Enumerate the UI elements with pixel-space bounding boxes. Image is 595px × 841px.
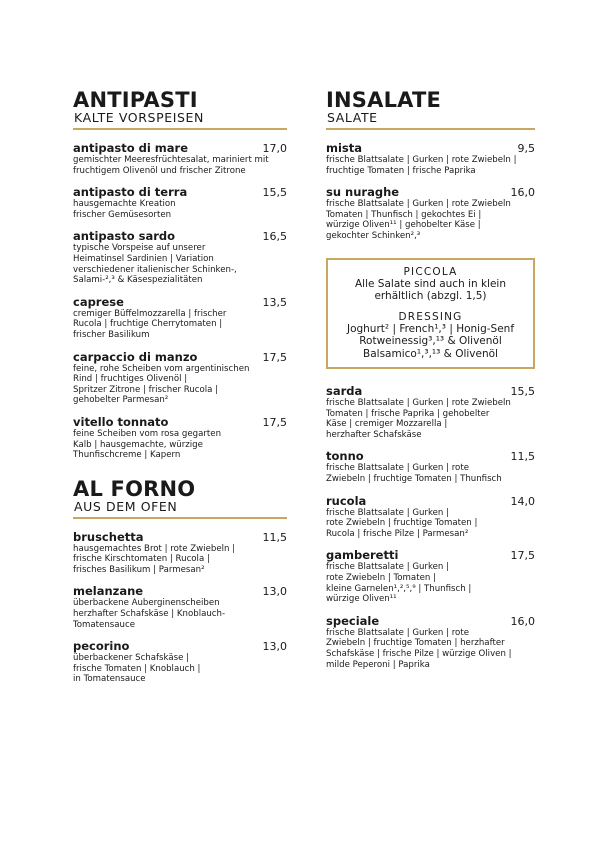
menu-item-description: frischer Basilikum (73, 329, 150, 340)
menu-item-description: überbackener Schafskäse | (73, 653, 190, 664)
menu-item-description: Tomaten | frische Paprika | gehobelter (326, 408, 490, 419)
menu-item-description: rote Zwiebeln | Tomaten | (326, 573, 436, 583)
menu-item-name: sarda (326, 384, 363, 399)
menu-item-price: 9,5 (517, 142, 535, 155)
menu-item-description: frische Blattsalate | Gurken | rote Zwiebeln | (326, 155, 517, 165)
menu-item-description: frische Blattsalate | Gurken | rote (326, 627, 469, 638)
menu-item-name: mista (326, 141, 363, 155)
menu-item-description: Rucola | fruchtige Cherrytomaten | (73, 319, 223, 330)
menu-item-description: würzige Oliven¹¹ | gehobelter Käse | (326, 220, 481, 231)
menu-item-description: Käse | cremiger Mozzarella | (326, 419, 448, 430)
section-subtitle: KALTE VORSPEISEN (74, 110, 204, 125)
menu-item-description: fruchtigem Olivenöl und frischer Zitrone (73, 165, 246, 176)
menu-item-description: Tomaten | Thunfisch | gekochtes Ei | (326, 209, 482, 220)
menu-item-price: 16,0 (510, 614, 535, 628)
menu-item-description: typische Vorspeise auf unserer (73, 243, 206, 254)
menu-item-price: 11,5 (510, 450, 535, 464)
menu-item-description: hausgemachte Kreation (73, 199, 176, 210)
box-text-line: Alle Salate sind auch in klein (354, 277, 507, 290)
gold-divider (326, 128, 535, 130)
menu-item-description: würzige Oliven¹¹ (326, 594, 397, 605)
menu-item-description: feine Scheiben vom rosa gegarten (73, 428, 222, 439)
menu-item-name: gamberetti (326, 548, 399, 563)
menu-item-price: 17,5 (262, 415, 287, 429)
menu-item-description: frisches Basilikum | Parmesan² (73, 564, 205, 575)
menu-item (326, 615, 535, 670)
menu-item-description: frische Blattsalate | Gurken | (326, 562, 449, 573)
menu-item-description: herzhafter Schafskäse (326, 429, 422, 440)
menu-item (326, 549, 535, 604)
menu-item-description: frische Blattsalate | Gurken | rote (326, 463, 469, 474)
menu-item-description: Heimatinsel Sardinien | Variation (73, 253, 214, 264)
menu-item-name: tonno (326, 449, 364, 464)
dressing-text (332, 323, 529, 361)
menu-item-price: 15,5 (262, 186, 287, 200)
menu-item-name: carpaccio di manzo (73, 349, 198, 364)
menu-item-name: caprese (73, 294, 124, 309)
menu-item-description: gekochter Schinken²,³ (326, 230, 421, 241)
section-title: AL FORNO (73, 476, 196, 501)
menu-item (73, 296, 287, 341)
menu-item-header (73, 351, 287, 364)
menu-item-header (326, 450, 535, 463)
menu-item-description: Salami-²,³ & Käsespezialitäten (73, 275, 203, 286)
section-antipasti (73, 90, 287, 461)
menu-item-description: gemischter Meeresfrüchtesalat, mariniert mit (73, 155, 269, 165)
menu-item-header (326, 615, 535, 628)
menu-list (73, 531, 287, 685)
section-title: ANTIPASTI (73, 88, 198, 112)
menu-item-header (73, 230, 287, 243)
menu-list (326, 385, 535, 670)
menu-item (73, 585, 287, 630)
menu-item-name: rucola (326, 493, 367, 508)
menu-item-description: Kalb | hausgemachte, würzige (73, 439, 203, 450)
menu-item-description: frische Blattsalate | Gurken | (326, 507, 449, 518)
menu-item-description: feine, rohe Scheiben vom argentinischen (73, 363, 250, 374)
menu-item-name: melanzane (73, 584, 144, 599)
section-subtitle: AUS DEM OFEN (74, 498, 178, 514)
gold-divider (73, 517, 287, 519)
menu-item-header (326, 385, 535, 398)
menu-item (326, 142, 535, 176)
menu-item-name: bruschetta (73, 529, 144, 544)
menu-item-description: Zwiebeln | fruchtige Tomaten | Thunfisch (326, 474, 502, 485)
menu-item-header (73, 416, 287, 429)
menu-item (73, 351, 287, 406)
menu-item-description: frischer Gemüsesorten (73, 209, 172, 220)
menu-list (326, 142, 535, 242)
menu-item-price: 17,5 (262, 350, 287, 364)
menu-item (326, 385, 535, 440)
box-text-line: erhältlich (abzgl. 1,5) (374, 290, 487, 303)
right-column (326, 90, 535, 680)
section-title: INSALATE (326, 88, 442, 112)
box-text-line: Rotweinessig³,¹³ & Olivenöl (359, 335, 502, 348)
dressing-title: DRESSING (398, 310, 463, 323)
section-insalate (326, 90, 535, 670)
menu-item-name: su nuraghe (326, 185, 400, 200)
menu-item (326, 450, 535, 484)
menu-list (73, 142, 287, 461)
menu-item-description: rote Zwiebeln | fruchtige Tomaten | (326, 518, 478, 529)
menu-item-description: Rucola | frische Pilze | Parmesan² (326, 528, 469, 539)
menu-item-header (73, 186, 287, 199)
menu-item-description: frische Blattsalate | Gurken | rote Zwiebeln (326, 398, 511, 409)
piccola-title: PICCOLA (403, 265, 458, 278)
menu-item-header (326, 549, 535, 562)
menu-item-description: cremiger Büffelmozzarella | frischer (73, 308, 227, 319)
menu-item-header (73, 585, 287, 598)
menu-item (73, 230, 287, 285)
menu-item-header (73, 142, 287, 155)
menu-item-description: hausgemachtes Brot | rote Zwiebeln | (73, 543, 236, 554)
menu-item-price: 13,5 (262, 295, 287, 309)
box-text-line: Balsamico¹,³,¹³ & Olivenöl (363, 347, 498, 360)
menu-item-price: 16,0 (510, 186, 535, 200)
menu-item-price: 17,0 (262, 142, 287, 155)
box-text-line: Joghurt² | French¹,³ | Honig-Senf (346, 322, 515, 335)
menu-item-price: 17,5 (510, 549, 535, 563)
menu-item-header (73, 296, 287, 309)
menu-item-price: 13,0 (262, 585, 287, 599)
section-al-forno (73, 476, 287, 685)
menu-item-description: milde Peperoni | Paprika (326, 659, 430, 670)
menu-item-description: überbackene Auberginenscheiben (73, 598, 220, 609)
menu-item (73, 416, 287, 461)
menu-item-description: frische Tomaten | Knoblauch | (73, 663, 201, 674)
menu-item-description: herzhafter Schafskäse | Knoblauch- (73, 609, 226, 620)
menu-item-price: 13,0 (262, 640, 287, 654)
menu-item-price: 16,5 (262, 230, 287, 244)
menu-item-description: Thunfischcreme | Kapern (73, 450, 181, 461)
menu-item-description: frische Kirschtomaten | Rucola | (73, 554, 210, 565)
menu-item-description: Spritzer Zitrone | frischer Rucola | (73, 384, 219, 395)
menu-item-description: gehobelter Parmesan² (73, 395, 169, 406)
piccola-text (332, 278, 529, 303)
menu-item-header (73, 640, 287, 653)
menu-item (73, 531, 287, 576)
menu-item-description: kleine Garnelen¹,²,⁵,⁹ | Thunfisch | (326, 583, 472, 594)
menu-item-description: frische Blattsalate | Gurken | rote Zwiebeln (326, 199, 511, 210)
menu-item-price: 14,0 (510, 494, 535, 508)
menu-item-header (326, 142, 535, 155)
menu-item (326, 495, 535, 540)
menu-item (326, 186, 535, 241)
menu-item (73, 186, 287, 220)
menu-item-description: Zwiebeln | fruchtige Tomaten | herzhafter (326, 638, 505, 649)
menu-item-header (326, 495, 535, 508)
menu-item-price: 11,5 (262, 530, 287, 544)
menu-item-description: in Tomatensauce (73, 674, 146, 685)
menu-item-name: speciale (326, 613, 380, 628)
gold-divider (73, 128, 287, 130)
section-subtitle: SALATE (327, 110, 378, 125)
menu-item-description: Tomatensauce (73, 619, 135, 630)
menu-item-header (73, 531, 287, 544)
menu-item (73, 640, 287, 685)
menu-item-header (326, 186, 535, 199)
menu-item-name: antipasto di terra (73, 185, 188, 200)
menu-item-description: Schafskäse | frische Pilze | würzige Oliven | (326, 648, 512, 659)
left-column (73, 90, 287, 695)
menu-item-description: fruchtige Tomaten | frische Paprika (326, 165, 476, 176)
menu-item-name: antipasto sardo (73, 229, 176, 244)
menu-item-name: antipasto di mare (73, 141, 189, 155)
menu-item-name: pecorino (73, 639, 130, 654)
info-box (326, 258, 535, 370)
menu-item (73, 142, 287, 176)
menu-item-name: vitello tonnato (73, 414, 169, 429)
menu-item-description: verschiedener italienischer Schinken-, (73, 264, 237, 275)
menu-item-description: Rind | fruchtiges Olivenöl | (73, 374, 188, 385)
menu-item-price: 15,5 (510, 385, 535, 399)
